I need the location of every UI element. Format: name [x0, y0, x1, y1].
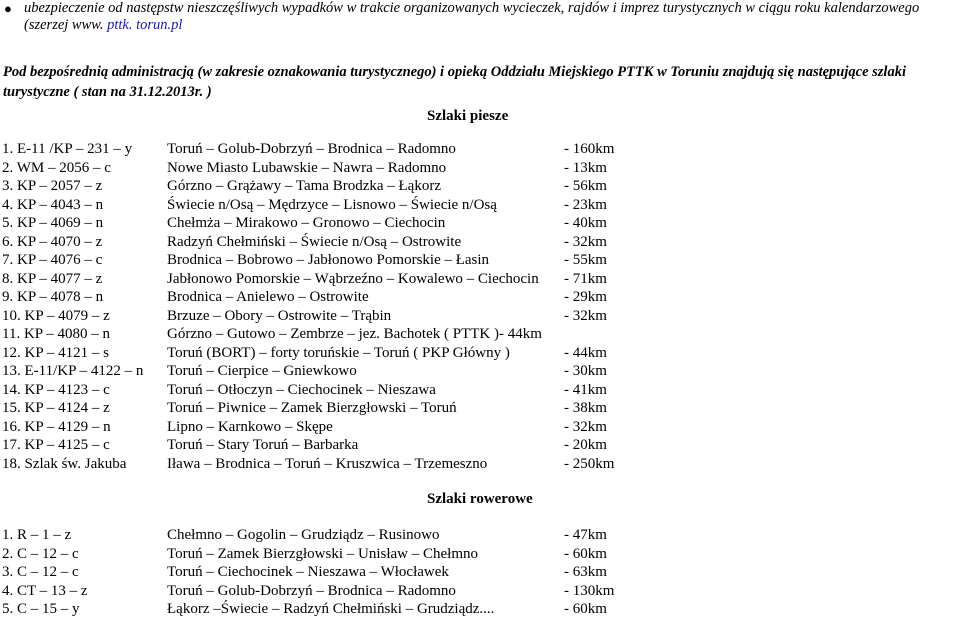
trail-code: 8. KP – 4077 – z: [2, 270, 103, 287]
trail-code: 7. KP – 4076 – c: [2, 252, 103, 268]
trail-row: [2, 344, 642, 362]
trail-row: [2, 233, 642, 251]
trail-code: 10. KP – 4079 – z: [2, 307, 110, 324]
trail-row: [2, 159, 642, 177]
trail-row: [2, 196, 642, 214]
trail-code: 13. E-11/KP – 4122 – n: [2, 363, 144, 379]
trail-row: [2, 381, 642, 399]
trail-distance: - 40km: [564, 215, 607, 231]
trail-code: 4. CT – 13 – z: [2, 582, 88, 599]
trail-row: [2, 418, 642, 436]
trail-route: Toruń – Golub-Dobrzyń – Brodnica – Radomno: [167, 141, 456, 157]
trail-code: 5. C – 15 – y: [2, 601, 80, 617]
trail-row: [2, 600, 642, 618]
trail-route: Toruń – Stary Toruń – Barbarka: [167, 437, 359, 453]
trail-route: Świecie n/Osą – Mędrzyce – Lisnowo – Świecie n/Osą: [167, 196, 497, 213]
trail-route: Radzyń Chełmiński – Świecie n/Osą – Ostrowite: [167, 233, 462, 250]
trail-distance: - 250km: [564, 455, 615, 472]
intro-paragraph: Pod bezpośrednią administracją (w zakresie oznakowania turystycznego) i opieką Oddziału Miejskiego PTTK w Toruniu znajdują się następujące szlaki turystyczne ( stan na 31.12.2013r. ): [3, 64, 906, 100]
trail-row: [2, 307, 642, 325]
trail-route: Toruń – Piwnice – Zamek Bierzgłowski – Toruń: [167, 400, 457, 416]
trail-distance: - 63km: [564, 564, 607, 580]
trail-distance: - 71km: [564, 270, 607, 287]
trail-distance: - 130km: [564, 582, 615, 599]
trail-route: Górzno – Grążawy – Tama Brodzka – Łąkorz: [167, 178, 441, 194]
trail-distance: - 47km: [564, 527, 607, 543]
trail-code: 1. R – 1 – z: [2, 527, 72, 543]
trail-distance: - 30km: [564, 363, 607, 379]
trail-distance: - 60km: [564, 545, 607, 562]
trail-row: [2, 455, 642, 473]
bullet-text: [24, 0, 944, 34]
trail-row: [2, 582, 642, 600]
trail-route: Toruń – Golub-Dobrzyń – Brodnica – Radomno: [167, 582, 456, 599]
trail-code: 12. KP – 4121 – s: [2, 344, 109, 361]
trail-row: [2, 399, 642, 417]
trail-code: 5. KP – 4069 – n: [2, 215, 104, 231]
trail-code: 2. C – 12 – c: [2, 545, 79, 562]
trail-route: Brodnica – Bobrowo – Jabłonowo Pomorskie – Łasin: [167, 252, 490, 268]
trail-code: 18. Szlak św. Jakuba: [2, 455, 127, 472]
trail-route: Górzno – Gutowo – Zembrze – jez. Bachotek ( PTTK )- 44km: [167, 326, 542, 342]
trail-code: 16. KP – 4129 – n: [2, 418, 111, 435]
trail-row: [2, 325, 642, 343]
pttk-link[interactable]: pttk. torun.pl: [107, 17, 183, 33]
bullet-dot: ●: [4, 1, 12, 16]
trail-row: [2, 214, 642, 232]
trail-row: [2, 288, 642, 306]
trail-code: 9. KP – 4078 – n: [2, 289, 104, 305]
trail-code: 17. KP – 4125 – c: [2, 437, 110, 453]
trail-route: Toruń – Ciechocinek – Nieszawa – Włocławek: [167, 564, 449, 580]
trail-row: [2, 251, 642, 269]
trail-distance: - 32km: [564, 418, 607, 435]
trail-row: [2, 545, 642, 563]
trail-row: [2, 436, 642, 454]
trail-code: 3. KP – 2057 – z: [2, 178, 103, 194]
trail-row: [2, 140, 642, 158]
trail-route: Iława – Brodnica – Toruń – Kruszwica – Trzemeszno: [167, 455, 488, 472]
trail-row: [2, 526, 642, 544]
trail-distance: - 55km: [564, 252, 607, 268]
trail-code: 1. E-11 /KP – 231 – y: [2, 141, 133, 157]
trail-row: [2, 362, 642, 380]
trail-route: Brzuze – Obory – Ostrowite – Trąbin: [167, 307, 392, 324]
bike-trails-heading: Szlaki rowerowe: [427, 491, 533, 507]
trail-distance: - 160km: [564, 141, 615, 157]
trail-distance: - 20km: [564, 437, 607, 453]
trail-code: 14. KP – 4123 – c: [2, 381, 110, 398]
trail-distance: - 32km: [564, 307, 607, 324]
trail-route: Toruń – Otłoczyn – Ciechocinek – Nieszawa: [167, 381, 436, 398]
trail-distance: - 23km: [564, 196, 607, 213]
trail-route: Nowe Miasto Lubawskie – Nawra – Radomno: [167, 159, 447, 176]
trail-distance: - 44km: [564, 344, 607, 361]
trail-route: Toruń (BORT) – forty toruńskie – Toruń ( PKP Główny ): [167, 344, 510, 361]
trail-route: Lipno – Karnkowo – Skępe: [167, 418, 333, 435]
trail-code: 15. KP – 4124 – z: [2, 400, 110, 416]
trail-code: 4. KP – 4043 – n: [2, 196, 104, 213]
trail-code: 6. KP – 4070 – z: [2, 233, 103, 250]
trail-route: Brodnica – Anielewo – Ostrowite: [167, 289, 369, 305]
trail-row: [2, 563, 642, 581]
foot-trails-heading: Szlaki piesze: [427, 108, 509, 124]
trail-distance: - 41km: [564, 381, 607, 398]
bullet-body: ubezpieczenie od następstw nieszczęśliwych wypadków w trakcie organizowanych wycieczek, rajdów i imprez turystycznych w ciągu roku kalendarzowego (szerzej www.: [24, 0, 920, 33]
trail-route: Łąkorz –Świecie – Radzyń Chełmiński – Grudziądz....: [167, 601, 495, 617]
bullet-item: [4, 0, 944, 34]
trail-route: Toruń – Cierpice – Gniewkowo: [167, 363, 357, 379]
trail-route: Chełmno – Gogolin – Grudziądz – Rusinowo: [167, 527, 440, 543]
trail-route: Toruń – Zamek Bierzgłowski – Unisław – Chełmno: [167, 545, 478, 562]
trail-distance: - 38km: [564, 400, 607, 416]
trail-distance: - 60km: [564, 601, 607, 617]
trail-distance: - 32km: [564, 233, 607, 250]
trail-code: 2. WM – 2056 – c: [2, 159, 111, 176]
trail-row: [2, 270, 642, 288]
trail-route: Jabłonowo Pomorskie – Wąbrzeźno – Kowalewo – Ciechocin: [167, 270, 539, 287]
trail-distance: - 29km: [564, 289, 607, 305]
trail-code: 11. KP – 4080 – n: [2, 326, 111, 342]
trail-code: 3. C – 12 – c: [2, 564, 79, 580]
trail-distance: - 56km: [564, 178, 607, 194]
trail-row: [2, 177, 642, 195]
trail-distance: - 13km: [564, 159, 607, 176]
trail-route: Chełmża – Mirakowo – Gronowo – Ciechocin: [167, 215, 446, 231]
